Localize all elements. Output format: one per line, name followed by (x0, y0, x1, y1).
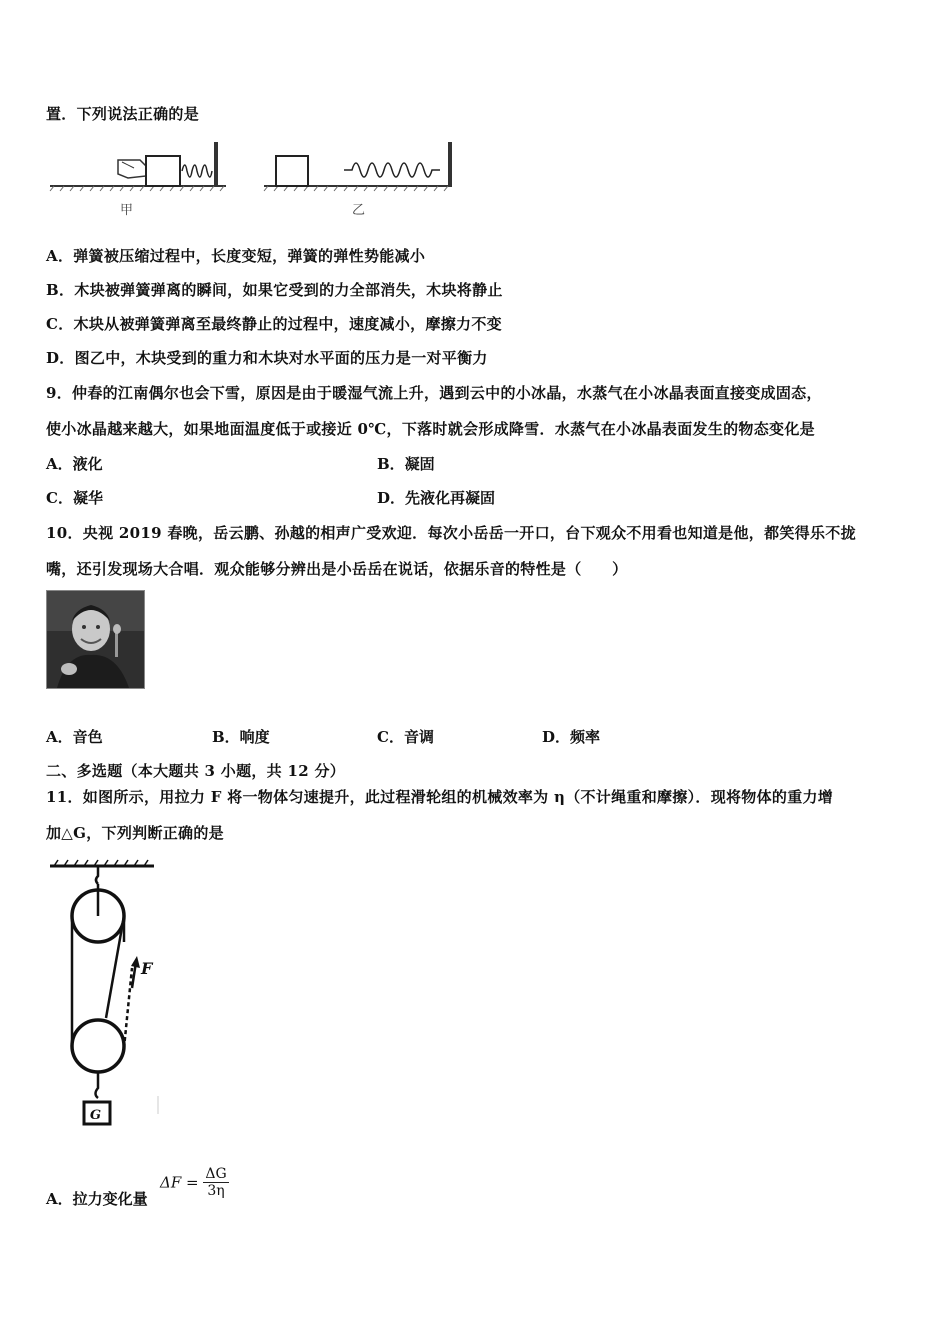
q9-stem-line1: 9．仲春的江南偶尔也会下雪，原因是由于暖湿气流上升，遇到云中的小冰晶，水蒸气在小冰晶表面直接变成固态， (46, 384, 822, 402)
performer-photo (46, 590, 145, 689)
q10-stem-line2: 嘴，还引发现场大合唱．观众能够分辨出是小岳岳在说话，依据乐音的特性是（ ） (46, 560, 628, 578)
force-label: F (141, 959, 153, 978)
pulley-figure (46, 858, 166, 1130)
formula-numerator: ΔG (205, 1166, 227, 1182)
q11-stem-line2: 加△G，下列判断正确的是 (46, 824, 224, 842)
section2-heading: 二、多选题（本大题共 3 小题，共 12 分） (46, 762, 346, 780)
formula-lhs: ΔF = (160, 1173, 199, 1192)
q9-option-b: B．凝固 (377, 455, 435, 473)
q9-option-a: A．液化 (46, 455, 103, 473)
q11-option-a-label: A．拉力变化量 (46, 1190, 148, 1208)
q10-option-a: A．音色 (46, 728, 103, 746)
q8-option-c: C．木块从被弹簧弹离至最终静止的过程中，速度减小，摩擦力不变 (46, 315, 502, 333)
q8-option-d: D．图乙中，木块受到的重力和木块对水平面的压力是一对平衡力 (46, 349, 488, 367)
formula-fraction (203, 1166, 228, 1199)
q8-option-a: A．弹簧被压缩过程中，长度变短，弹簧的弹性势能减小 (46, 247, 426, 265)
q9-stem-line2: 使小冰晶越来越大，如果地面温度低于或接近 0℃，下落时就会形成降雪．水蒸气在小冰晶表面发生的物态变化是 (46, 420, 815, 438)
q8-stem-tail: 置．下列说法正确的是 (46, 105, 200, 123)
q11-stem-line1: 11．如图所示，用拉力 F 将一物体匀速提升，此过程滑轮组的机械效率为 η（不计绳重和摩擦）．现将物体的重力增 (46, 788, 834, 806)
q10-option-d: D．频率 (542, 728, 601, 746)
q8-option-b: B．木块被弹簧弹离的瞬间，如果它受到的力全部消失，木块将静止 (46, 281, 503, 299)
q10-stem-line1: 10．央视 2019 春晚，岳云鹏、孙越的相声广受欢迎．每次小岳岳一开口，台下观众不用看也知道是他，都笑得乐不拢 (46, 524, 856, 542)
spring-block-figure (48, 138, 468, 220)
q10-option-b: B．响度 (212, 728, 270, 746)
fig-label-yi: 乙 (352, 203, 366, 218)
fig-label-jia: 甲 (120, 203, 134, 218)
q9-option-d: D．先液化再凝固 (377, 489, 496, 507)
weight-label: G (90, 1108, 102, 1123)
formula-denominator: 3η (207, 1183, 225, 1199)
q9-option-c: C．凝华 (46, 489, 103, 507)
q11-option-a-formula (160, 1166, 229, 1199)
q10-option-c: C．音调 (377, 728, 434, 746)
